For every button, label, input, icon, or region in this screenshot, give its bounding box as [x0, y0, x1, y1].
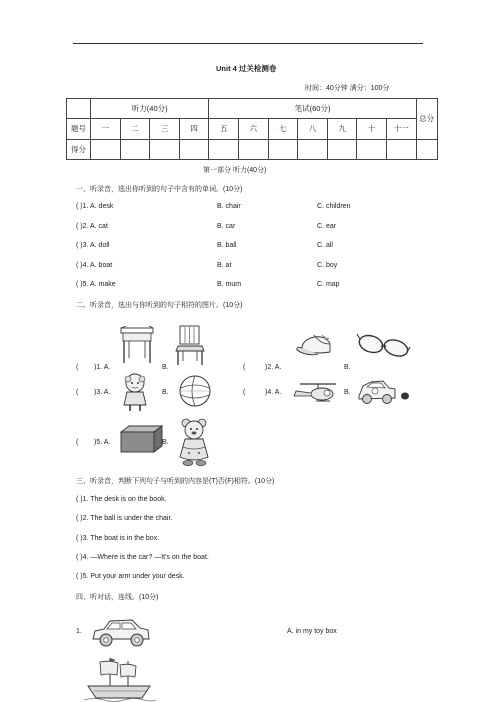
doll-picture[interactable]	[118, 372, 152, 412]
sec1-title: 一、听录音，选出你听到的句子中含有的单词。(10分)	[76, 186, 243, 193]
sec2-title: 二、听录音，选出与你听到的句子相符的图片。(10分)	[76, 302, 243, 309]
sec3-title: 三、听录音，判断下列句子与听到的内容是(T)否(F)相符。(10分)	[76, 478, 275, 485]
sec2-option-b-label: B.	[162, 439, 169, 446]
glasses-picture[interactable]	[356, 331, 411, 357]
sec1-item-lead[interactable]: ( )3. A. doll	[76, 242, 110, 249]
sec2-option-b-label: B.	[162, 389, 169, 396]
sec1-item-lead[interactable]: ( )4. A. boat	[76, 262, 113, 269]
score-cell[interactable]	[179, 139, 209, 159]
cap-picture[interactable]	[296, 330, 336, 360]
answer-paren[interactable]: (	[243, 364, 246, 371]
car-picture[interactable]	[90, 615, 152, 649]
sec1-item-lead[interactable]: ( )2. A. cat	[76, 223, 108, 230]
column-label: 四	[179, 119, 209, 139]
page-title: Unit 4 过关检测卷	[216, 64, 277, 73]
sec1-item-lead[interactable]: ( )1. A. desk	[76, 203, 114, 210]
sec3-item[interactable]: ( )4. —Where is the car? —It's on the boat.	[76, 554, 209, 561]
score-label: 得分	[67, 139, 91, 159]
sec3-item[interactable]: ( )3. The boat is in the box.	[76, 535, 160, 542]
column-label: 二	[120, 119, 150, 139]
total-header: 总分	[416, 99, 437, 140]
sec3-item[interactable]: ( )1. The desk is on the book.	[76, 496, 167, 503]
ship-picture[interactable]	[84, 656, 156, 702]
score-cell[interactable]	[298, 139, 328, 159]
desk-picture[interactable]	[120, 326, 154, 364]
score-cell[interactable]	[357, 139, 387, 159]
sec1-option-b: B. chair	[217, 203, 241, 210]
column-label: 十	[357, 119, 387, 139]
column-label: 六	[239, 119, 269, 139]
column-label: 九	[327, 119, 357, 139]
sec1-option-b: B. car	[217, 223, 236, 230]
score-cell[interactable]	[386, 139, 416, 159]
sec1-option-c: C. children	[317, 203, 351, 210]
sec1-option-b: B. ball	[217, 242, 237, 249]
sec4-answer-a[interactable]: A. in my toy box	[287, 628, 337, 635]
column-label: 十一	[386, 119, 416, 139]
sec2-option-b-label: B.	[162, 364, 169, 371]
part1-heading: 第一部分 听力(40分)	[203, 167, 267, 174]
sec2-item-lead: )3. A.	[94, 389, 111, 396]
score-cell[interactable]	[327, 139, 357, 159]
sec2-item-lead: )4. A.	[265, 389, 282, 396]
toy-car-picture[interactable]	[355, 374, 410, 408]
score-cell[interactable]	[91, 139, 121, 159]
column-label: 一	[91, 119, 121, 139]
sec2-item-lead: )1. A.	[94, 364, 111, 371]
sec2-option-b-label: B.	[344, 364, 351, 371]
sec2-option-b-label: B.	[344, 389, 351, 396]
question-number-label: 题号	[67, 119, 91, 139]
answer-paren[interactable]: (	[76, 364, 79, 371]
sec1-option-c: C. boy	[317, 262, 338, 269]
listening-group: 听力(40分)	[91, 99, 209, 119]
sec3-item[interactable]: ( )5. Put your arm under your desk.	[76, 573, 185, 580]
answer-paren[interactable]: (	[76, 439, 79, 446]
answer-paren[interactable]: (	[76, 389, 79, 396]
score-cell[interactable]	[120, 139, 150, 159]
score-cell[interactable]	[268, 139, 298, 159]
sec4-title: 四、听对话，连线。(10分)	[76, 594, 159, 601]
score-cell[interactable]	[150, 139, 180, 159]
writing-group: 笔试(60分)	[209, 99, 416, 119]
sec2-item-lead: )5. A.	[94, 439, 111, 446]
sec4-item-number: 1.	[76, 628, 82, 635]
score-cell[interactable]	[416, 139, 437, 159]
time-score: 时间：40分钟 满分：100分	[305, 85, 390, 92]
sec3-item[interactable]: ( )2. The ball is under the chair.	[76, 515, 173, 522]
sec1-option-b: B. mum	[217, 281, 242, 288]
score-cell[interactable]	[239, 139, 269, 159]
helicopter-picture[interactable]	[292, 381, 344, 405]
sec1-option-b: B. at	[217, 262, 232, 269]
column-label: 三	[150, 119, 180, 139]
answer-paren[interactable]: (	[243, 389, 246, 396]
sec1-option-c: C. map	[317, 281, 340, 288]
sec1-item-lead[interactable]: ( )5. A. make	[76, 281, 116, 288]
ball-picture[interactable]	[178, 374, 212, 408]
score-table-blank	[67, 99, 91, 119]
column-label: 八	[298, 119, 328, 139]
sec2-item-lead: )2. A.	[265, 364, 282, 371]
score-table	[66, 98, 438, 160]
score-cell[interactable]	[209, 139, 239, 159]
sec1-option-c: C. ear	[317, 223, 337, 230]
header-rule	[73, 43, 423, 44]
sec1-option-c: C. all	[317, 242, 333, 249]
column-label: 七	[268, 119, 298, 139]
bear-doll-picture[interactable]	[177, 417, 211, 467]
box-picture[interactable]	[119, 424, 164, 454]
column-label: 五	[209, 119, 239, 139]
chair-picture[interactable]	[175, 324, 205, 366]
